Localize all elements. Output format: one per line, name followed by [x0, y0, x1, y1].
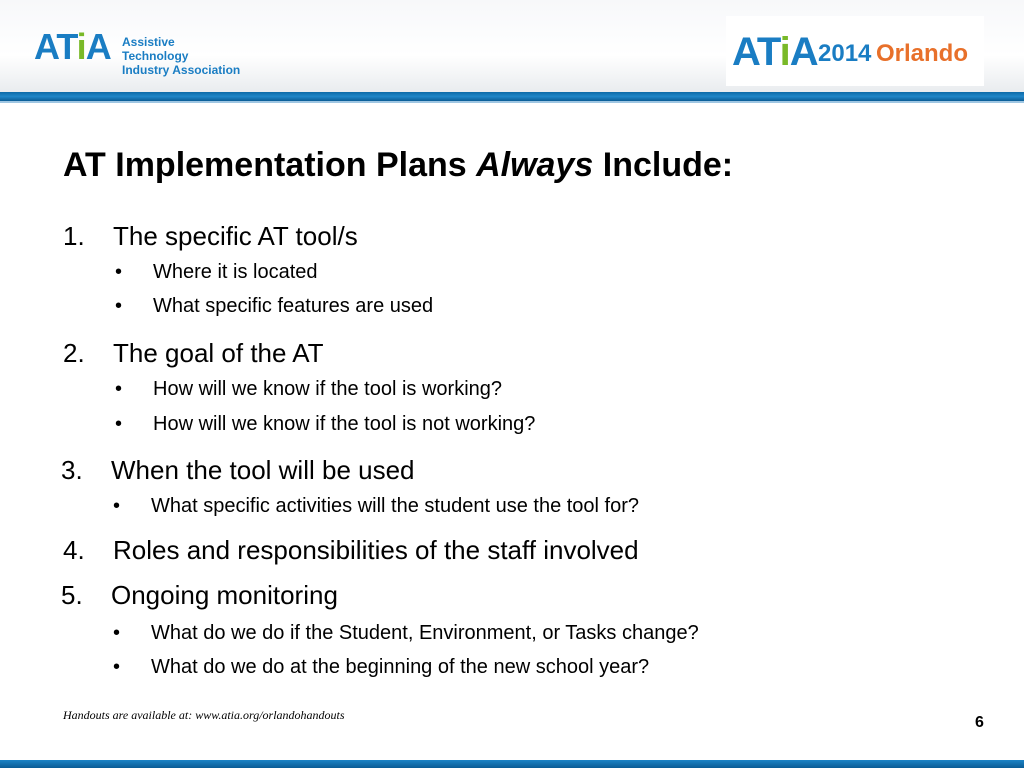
- title-emphasis: Always: [476, 146, 594, 184]
- title-prefix: AT Implementation Plans: [63, 146, 467, 184]
- page-number: 6: [975, 714, 984, 731]
- bullet-dot: •: [113, 656, 121, 678]
- logo-right-year: 2014: [818, 40, 872, 67]
- list-item-text: When the tool will be used: [111, 455, 415, 485]
- sub-bullet-text: Where it is located: [153, 261, 318, 283]
- list-item-text: Ongoing monitoring: [111, 580, 338, 610]
- list-item-text: The specific AT tool/s: [113, 221, 358, 251]
- bullet-dot: •: [115, 413, 123, 435]
- footer-band: [0, 760, 1024, 768]
- list-item-number: 2.: [63, 338, 85, 368]
- bullet-dot: •: [113, 622, 121, 644]
- sub-bullet-text: What do we do at the beginning of the new school year?: [151, 656, 650, 678]
- logo-left-word-text: ATiA: [34, 26, 111, 67]
- list-item-number: 5.: [61, 580, 83, 610]
- atia-logo: [34, 22, 244, 77]
- list-item-number: 4.: [63, 535, 85, 565]
- sub-bullet-text: What specific features are used: [153, 295, 434, 317]
- bullet-dot: •: [113, 495, 121, 517]
- logo-left-sub-line1: Assistive Technology: [122, 35, 189, 63]
- sub-bullet-text: How will we know if the tool is working?: [153, 378, 503, 400]
- slide-title: [63, 146, 733, 185]
- logo-right-word: ATiA: [732, 30, 818, 74]
- handouts-note: Handouts are available at: www.atia.org/orlandohandouts: [63, 708, 345, 722]
- logo-left-sub-line2: Industry Association: [122, 63, 241, 77]
- atia-logo-subtitle: [122, 35, 244, 77]
- list-item-text: The goal of the AT: [113, 338, 324, 368]
- bullet-dot: •: [115, 261, 123, 283]
- bullet-dot: •: [115, 378, 123, 400]
- bullet-dot: •: [115, 295, 123, 317]
- list-item-text: Roles and responsibilities of the staff involved: [113, 535, 639, 565]
- header-divider: [0, 92, 1024, 101]
- atia-logo-word: [34, 26, 111, 68]
- logo-accent-letter: i: [76, 26, 86, 67]
- list-item-number: 1.: [63, 221, 85, 251]
- sub-bullet-text: What specific activities will the student use the tool for?: [151, 495, 640, 517]
- atia-2014-orlando-logo: [726, 16, 984, 86]
- logo-accent-letter: i: [779, 30, 790, 74]
- title-suffix: Include:: [602, 146, 734, 184]
- header-divider-highlight: [0, 101, 1024, 103]
- logo-right-city: Orlando: [876, 40, 969, 67]
- list-item-number: 3.: [61, 455, 83, 485]
- sub-bullet-text: How will we know if the tool is not working?: [153, 413, 536, 435]
- sub-bullet-text: What do we do if the Student, Environment, or Tasks change?: [151, 622, 699, 644]
